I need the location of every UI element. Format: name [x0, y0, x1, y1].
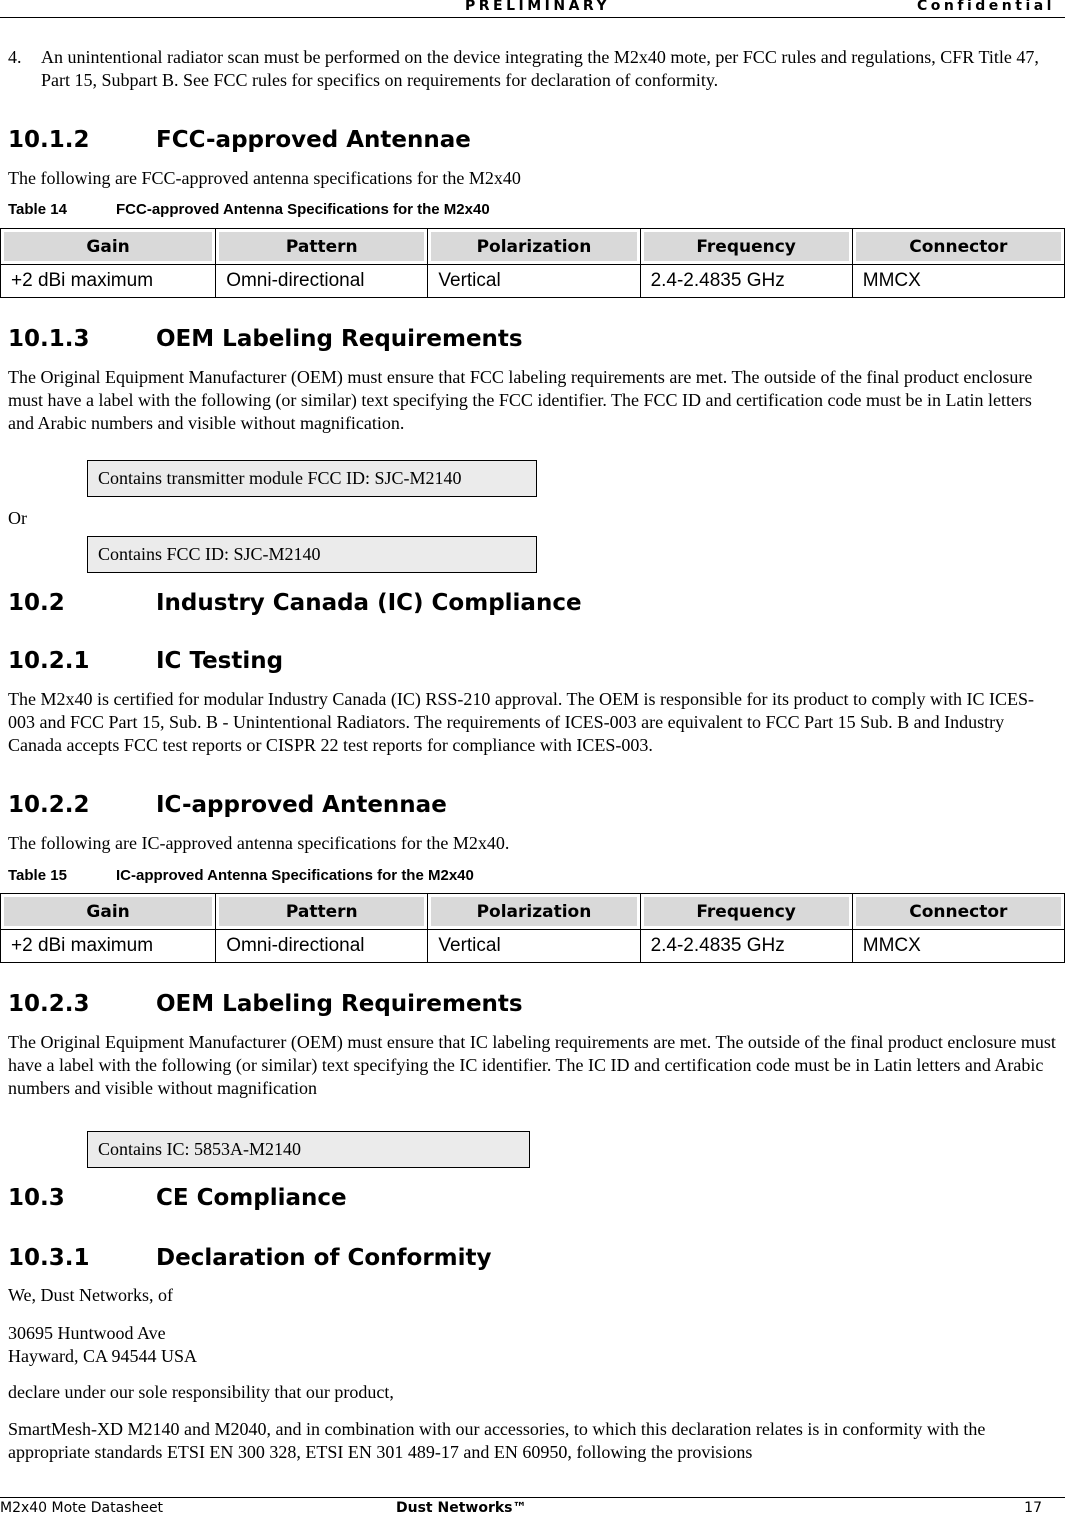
footer-doc-title: M2x40 Mote Datasheet — [0, 1500, 164, 1516]
heading-title: CE Compliance — [156, 1185, 347, 1211]
page-header — [0, 0, 1065, 18]
heading-title: Industry Canada (IC) Compliance — [156, 590, 582, 616]
paragraph-conformity: SmartMesh-XD M2140 and M2040, and in combination with our accessories, to which this declaration relates is in conformity with the appropriate standards ETSI EN 300 328, ETSI EN 301 489-17 and EN 60950, following the provisions — [8, 1419, 986, 1462]
header-preliminary: PRELIMINARY — [465, 0, 611, 14]
cell-frequency: 2.4-2.4835 GHz — [640, 930, 852, 963]
column-header-connector: Connector — [852, 894, 1064, 930]
heading-number: 10.3 — [8, 1185, 65, 1211]
table-15 — [0, 893, 1065, 963]
table-header-row — [1, 229, 1065, 265]
heading-title: IC-approved Antennae — [156, 792, 447, 818]
cell-polarization: Vertical — [428, 265, 640, 298]
column-header-pattern: Pattern — [216, 229, 428, 265]
heading-10-1-3 — [8, 326, 523, 352]
table-14-caption — [8, 201, 490, 218]
paragraph-fcc-intro: The following are FCC-approved antenna specifications for the M2x40 — [8, 168, 521, 188]
table-header-row — [1, 894, 1065, 930]
cell-pattern: Omni-directional — [216, 930, 428, 963]
paragraph-ic-labeling: The Original Equipment Manufacturer (OEM) must ensure that IC labeling requirements are met. The outside of the final product enclosure must have a label with the following (or similar) text specifying the IC identifier. The IC ID and certification code must be in Latin letters and Arabic numbers and visible without magnification — [8, 1032, 1056, 1098]
column-header-frequency: Frequency — [640, 894, 852, 930]
heading-10-2 — [8, 590, 582, 616]
column-header-gain: Gain — [1, 229, 216, 265]
cell-connector: MMCX — [852, 265, 1064, 298]
caption-text: IC-approved Antenna Specifications for the M2x40 — [116, 867, 474, 884]
list-item-4 — [8, 46, 1060, 92]
heading-number: 10.1.2 — [8, 127, 90, 153]
table-15-caption — [8, 867, 474, 884]
list-number: 4. — [8, 47, 22, 67]
cell-frequency: 2.4-2.4835 GHz — [640, 265, 852, 298]
heading-number: 10.2.3 — [8, 991, 90, 1017]
heading-number: 10.2.2 — [8, 792, 90, 818]
heading-title: OEM Labeling Requirements — [156, 991, 523, 1017]
cell-connector: MMCX — [852, 930, 1064, 963]
heading-10-1-2 — [8, 127, 471, 153]
address-line-2: Hayward, CA 94544 USA — [8, 1346, 197, 1366]
footer-page-number: 17 — [1024, 1500, 1042, 1516]
heading-10-2-1 — [8, 648, 283, 674]
heading-10-2-3 — [8, 991, 523, 1017]
heading-number: 10.2.1 — [8, 648, 90, 674]
paragraph-ic-intro: The following are IC-approved antenna specifications for the M2x40. — [8, 833, 510, 853]
heading-title: OEM Labeling Requirements — [156, 326, 523, 352]
caption-number: Table 15 — [8, 867, 67, 884]
column-header-connector: Connector — [852, 229, 1064, 265]
page-footer — [0, 1497, 1065, 1518]
ic-label-box: Contains IC: 5853A-M2140 — [87, 1131, 530, 1168]
column-header-pattern: Pattern — [216, 894, 428, 930]
or-text: Or — [8, 508, 27, 528]
caption-text: FCC-approved Antenna Specifications for the M2x40 — [116, 201, 490, 218]
fcc-label-box-2: Contains FCC ID: SJC-M2140 — [87, 536, 537, 573]
column-header-gain: Gain — [1, 894, 216, 930]
paragraph-fcc-labeling: The Original Equipment Manufacturer (OEM) must ensure that FCC labeling requirements are met. The outside of the final product enclosure must have a label with the following (or similar) text specifying the FCC identifier. The FCC ID and certification code must be in Latin letters and Arabic numbers and visible without magnification. — [8, 367, 1033, 433]
heading-title: IC Testing — [156, 648, 284, 674]
heading-title: FCC-approved Antennae — [156, 127, 471, 153]
address-line-1: 30695 Huntwood Ave — [8, 1323, 166, 1343]
heading-number: 10.2 — [8, 590, 65, 616]
heading-number: 10.1.3 — [8, 326, 90, 352]
heading-number: 10.3.1 — [8, 1245, 90, 1271]
paragraph-declare: declare under our sole responsibility that our product, — [8, 1382, 394, 1402]
paragraph-ic-testing: The M2x40 is certified for modular Industry Canada (IC) RSS-210 approval. The OEM is responsible for its product to comply with IC ICES-003 and FCC Part 15, Sub. B - Unintentional Radiators. The requirements of ICES-003 are equivalent to FCC Part 15 Sub. B and Industry Canada accepts FCC test reports or CISPR 22 test reports for compliance with ICES-003. — [8, 689, 1034, 755]
cell-gain: +2 dBi maximum — [1, 265, 216, 298]
caption-number: Table 14 — [8, 201, 67, 218]
column-header-frequency: Frequency — [640, 229, 852, 265]
heading-title: Declaration of Conformity — [156, 1245, 492, 1271]
list-text: An unintentional radiator scan must be performed on the device integrating the M2x40 mote, per FCC rules and regulations, CFR Title 47, Part 15, Subpart B. See FCC rules for specifics on requirements for declaration of conformity. — [41, 47, 1039, 90]
column-header-polarization: Polarization — [428, 894, 640, 930]
footer-company: Dust Networks™ — [396, 1500, 527, 1516]
heading-10-3 — [8, 1185, 347, 1211]
cell-pattern: Omni-directional — [216, 265, 428, 298]
fcc-label-box-1: Contains transmitter module FCC ID: SJC-M2140 — [87, 460, 537, 497]
table-row — [1, 930, 1065, 963]
heading-10-2-2 — [8, 792, 447, 818]
cell-gain: +2 dBi maximum — [1, 930, 216, 963]
heading-10-3-1 — [8, 1245, 492, 1271]
table-row — [1, 265, 1065, 298]
paragraph-we-dust: We, Dust Networks, of — [8, 1285, 174, 1305]
cell-polarization: Vertical — [428, 930, 640, 963]
table-14 — [0, 228, 1065, 298]
header-confidential: Confidential — [917, 0, 1055, 14]
column-header-polarization: Polarization — [428, 229, 640, 265]
